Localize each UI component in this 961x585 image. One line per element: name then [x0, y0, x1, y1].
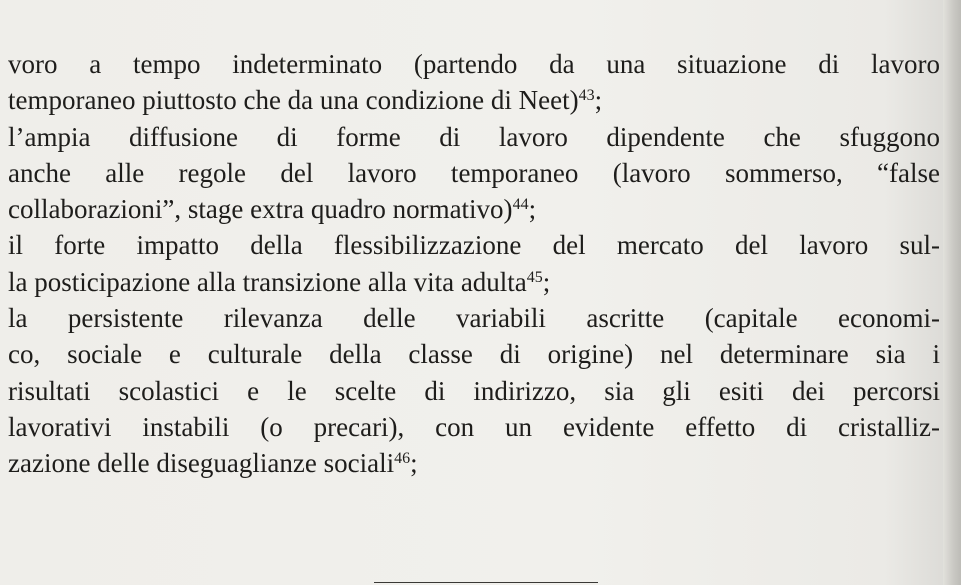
footnote-ref-46[interactable]: 46: [394, 450, 411, 468]
footnote-ref-45[interactable]: 45: [526, 268, 543, 286]
text-line: lavorativi instabili (o precari), con un evidente effetto di cristalliz-: [8, 411, 940, 442]
body-text: [8, 46, 940, 482]
text-line: zazione delle diseguaglianze sociali$^{46}$;: [8, 448, 418, 479]
text-line: il forte impatto della flessibilizzazione del mercato del lavoro sul-: [8, 230, 940, 261]
text-line: la posticipazione alla transizione alla vita adulta$^{45}$;: [8, 266, 551, 297]
text-line: risultati scolastici e le scelte di indirizzo, sia gli esiti dei percorsi: [8, 375, 940, 406]
text-line: la persistente rilevanza delle variabili ascritte (capitale economi-: [8, 303, 940, 334]
text-line: voro a tempo indeterminato (partendo da una situazione di lavoro: [8, 49, 940, 79]
text-line: temporaneo piuttosto che da una condizione di Neet)$^{43}$;: [8, 85, 603, 116]
footnote-ref-43[interactable]: 43: [578, 87, 595, 105]
text-line: anche alle regole del lavoro temporaneo (lavoro sommerso, “false: [8, 157, 940, 188]
footnote-separator-rule: [374, 582, 598, 583]
page-edge-shadow: [943, 0, 961, 585]
footnote-ref-44[interactable]: 44: [512, 196, 529, 214]
text-line: collaborazioni”, stage extra quadro normativo)$^{44}$;: [8, 194, 537, 225]
text-line: co, sociale e culturale della classe di origine) nel determinare sia i: [8, 339, 940, 370]
text-line: l’ampia diffusione di forme di lavoro dipendente che sfuggono: [8, 121, 940, 152]
